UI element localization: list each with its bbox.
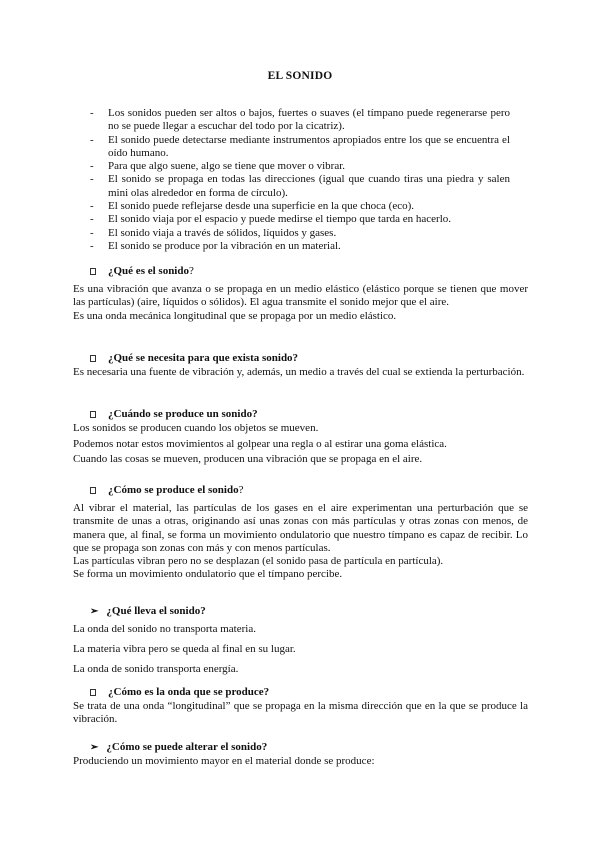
dash-marker: - [90,107,94,119]
arrow-bullet-icon: ➢ [90,606,99,617]
list-item: - El sonido puede reflejarse desde una superficie en la que choca (eco). [90,200,415,213]
section-heading: ➢ ¿Cómo se puede alterar el sonido? [90,741,268,753]
square-bullet-icon [90,355,96,362]
section-body: La onda del sonido no transporta materia. La materia vibra pero se queda al final en su lugar. La onda de sonido transporta energía. [73,623,296,675]
square-bullet-icon [90,268,96,275]
section-body: Los sonidos se producen cuando los objetos se mueven. Podemos notar estos movimientos al golpear una regla o al estirar una goma elástica. Cuando las cosas se mueven, producen una vibración que se propaga en el aire. [73,422,447,465]
page-title: EL SONIDO [267,70,333,82]
square-bullet-icon [90,689,96,696]
section-heading: ¿Cuándo se produce un sonido? [90,408,258,420]
arrow-bullet-icon: ➢ [90,742,99,753]
list-item: - El sonido viaja a través de sólidos, líquidos y gases. [90,226,337,239]
list-item: - El sonido se propaga en todas las direcciones (igual que cuando tiras una piedra y salen mini olas alrededor en forma de círculo). [90,173,510,199]
section-heading: ➢ ¿Qué lleva el sonido? [90,605,206,617]
section-body: Es una vibración que avanza o se propaga en un medio elástico (elástico porque se tienen que mover las partículas) (aire, líquidos o sólidos). El agua transmite el sonido mejor que el aire. Es una onda mecánica longitudinal que se propaga por un medio elástico. [73,283,528,322]
list-item: - Los sonidos pueden ser altos o bajos, fuertes o suaves (el tímpano puede regenerarse pero no se puede llegar a escuchar del todo por la cicatriz). [90,107,510,133]
dash-marker: - [90,160,94,173]
section-heading: ¿Cómo es la onda que se produce? [90,686,269,698]
section-body: Se trata de una onda “longitudinal” que se propaga en la misma dirección que en la que se produce la vibración. [73,700,528,726]
section-heading: ¿Qué se necesita para que exista sonido? [90,352,298,364]
list-item: - El sonido viaja por el espacio y puede medirse el tiempo que tarda en hacerlo. [90,213,452,226]
list-item: - El sonido puede detectarse mediante instrumentos apropiados entre los que se encuentra el oído humano. [90,133,510,159]
list-item: - Para que algo suene, algo se tiene que mover o vibrar. [90,160,346,173]
section-body: Al vibrar el material, las partículas de los gases en el aire experimentan una perturbación que se transmite de unas a otras, originando así unas zonas con más partículas y otras zonas con menos, de manera que, al final, se forma un movimiento ondulatorio que nuestro tímpano es capaz de recibir. Lo que se propaga son zonas con más y con menos partículas. Las partículas vibran pero no se desplazan (el sonido pasa de partícula en partícula). Se forma un movimiento ondulatorio que el tímpano percibe. [73,502,528,581]
dash-marker: - [90,173,94,186]
section-body: Produciendo un movimiento mayor en el material donde se produce: [73,755,375,767]
section-body: Es necesaria una fuente de vibración y, además, un medio a través del cual se extienda la perturbación. [73,366,525,378]
list-item: - El sonido se produce por la vibración en un material. [90,239,341,252]
section-heading: ¿Cómo se produce el sonido? [90,484,243,496]
square-bullet-icon [90,411,96,418]
square-bullet-icon [90,487,96,494]
dash-marker: - [90,226,94,239]
dash-marker: - [90,200,94,213]
section-heading: ¿Qué es el sonido? [90,265,194,277]
dash-marker: - [90,213,94,226]
dash-marker: - [90,133,94,146]
dash-marker: - [90,239,94,252]
bullet-list [90,107,510,253]
